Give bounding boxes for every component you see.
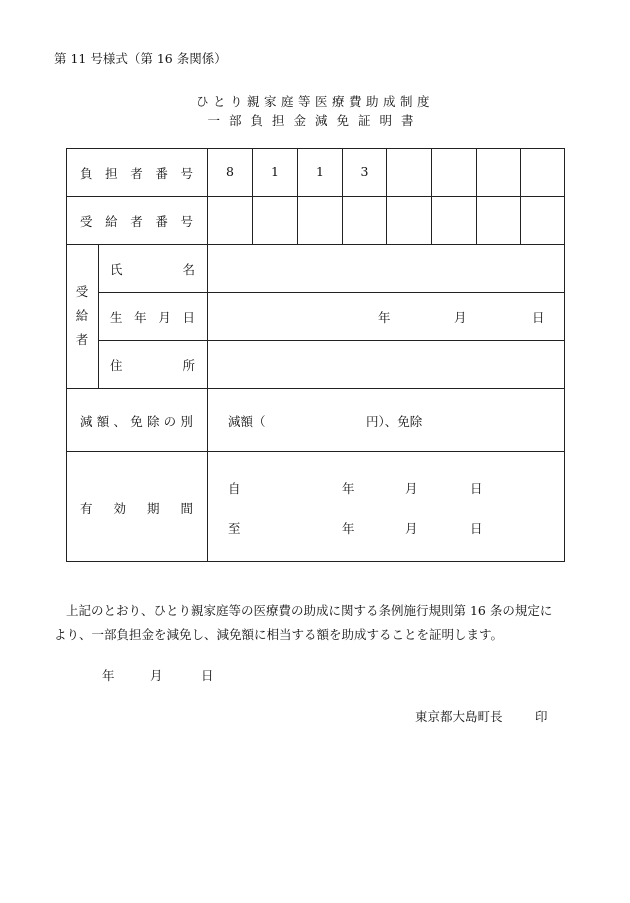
- table-border-left: [66, 148, 67, 562]
- table-line: [386, 148, 387, 244]
- burden-digit-cell[interactable]: 1: [271, 164, 279, 179]
- burden-number-label: 負 担 者 番 号: [80, 166, 193, 181]
- recipient-group-label: 受 給 者: [75, 284, 89, 347]
- recipient-digit-cell[interactable]: [208, 212, 252, 228]
- validity-to-day-unit: 日: [470, 521, 483, 536]
- burden-digit-cell[interactable]: 1: [316, 164, 324, 179]
- issue-year-unit: 年: [102, 668, 115, 683]
- validity-from-label: 自: [228, 481, 241, 496]
- birth-year-unit: 年: [378, 310, 391, 325]
- issue-month-unit: 月: [150, 668, 163, 683]
- table-border-right: [564, 148, 565, 562]
- table-line: [207, 148, 208, 562]
- table-border-top: [66, 148, 565, 149]
- table-line: [66, 244, 565, 245]
- document-title-line2: 一部負担金減免証明書: [207, 113, 423, 128]
- recipient-digit-cell[interactable]: [298, 212, 342, 228]
- table-line: [520, 148, 521, 244]
- recipient-digit-cell[interactable]: [387, 212, 431, 228]
- certification-statement: 上記のとおり、ひとり親家庭等の医療費の助成に関する条例施行規則第 16 条の規定により、一部負担金を減免し、減免額に相当する額を助成することを証明します。: [54, 603, 553, 642]
- birthdate-label: 生 年 月 日: [110, 310, 195, 325]
- table-border-bottom: [66, 561, 565, 562]
- table-line: [66, 451, 565, 452]
- reduction-amount-prefix: 減額（: [228, 414, 266, 429]
- name-field[interactable]: [210, 248, 562, 290]
- validity-to-year-unit: 年: [342, 521, 355, 536]
- table-line: [98, 292, 565, 293]
- table-line: [98, 244, 99, 388]
- validity-label: 有 効 期 間: [80, 501, 193, 516]
- validity-to-label: 至: [228, 521, 241, 536]
- recipient-digit-cell[interactable]: [343, 212, 386, 228]
- birth-month-unit: 月: [454, 310, 467, 325]
- issue-day-unit: 日: [201, 668, 214, 683]
- table-line: [66, 388, 565, 389]
- table-line: [342, 148, 343, 244]
- recipient-digit-cell[interactable]: [432, 212, 476, 228]
- recipient-digit-cell[interactable]: [521, 212, 564, 228]
- reduction-type-label: 減 額 、 免 除 の 別: [80, 414, 193, 429]
- recipient-digit-cell[interactable]: [477, 212, 520, 228]
- validity-from-day-unit: 日: [470, 481, 483, 496]
- validity-from-year-unit: 年: [342, 481, 355, 496]
- birth-day-unit: 日: [532, 310, 545, 325]
- table-line: [98, 340, 565, 341]
- form-number: 第 11 号様式（第 16 条関係）: [54, 51, 227, 66]
- name-label: 氏 名: [110, 262, 195, 277]
- address-label: 住 所: [110, 358, 195, 373]
- burden-digit-cell[interactable]: 3: [360, 164, 369, 179]
- validity-from-month-unit: 月: [405, 481, 418, 496]
- address-field[interactable]: [210, 344, 562, 386]
- recipient-number-label: 受 給 者 番 号: [80, 214, 193, 229]
- table-line: [476, 148, 477, 244]
- issuer-name: 東京都大島町長: [415, 709, 503, 724]
- seal-mark: 印: [535, 709, 548, 724]
- table-line: [252, 148, 253, 244]
- table-line: [431, 148, 432, 244]
- table-line: [297, 148, 298, 244]
- recipient-digit-cell[interactable]: [253, 212, 297, 228]
- table-line: [66, 196, 565, 197]
- reduction-amount-suffix: 円）、免除: [366, 414, 423, 429]
- validity-to-month-unit: 月: [405, 521, 418, 536]
- burden-digit-cell[interactable]: 8: [226, 164, 234, 179]
- document-title-line1: ひとり親家庭等医療費助成制度: [195, 94, 434, 109]
